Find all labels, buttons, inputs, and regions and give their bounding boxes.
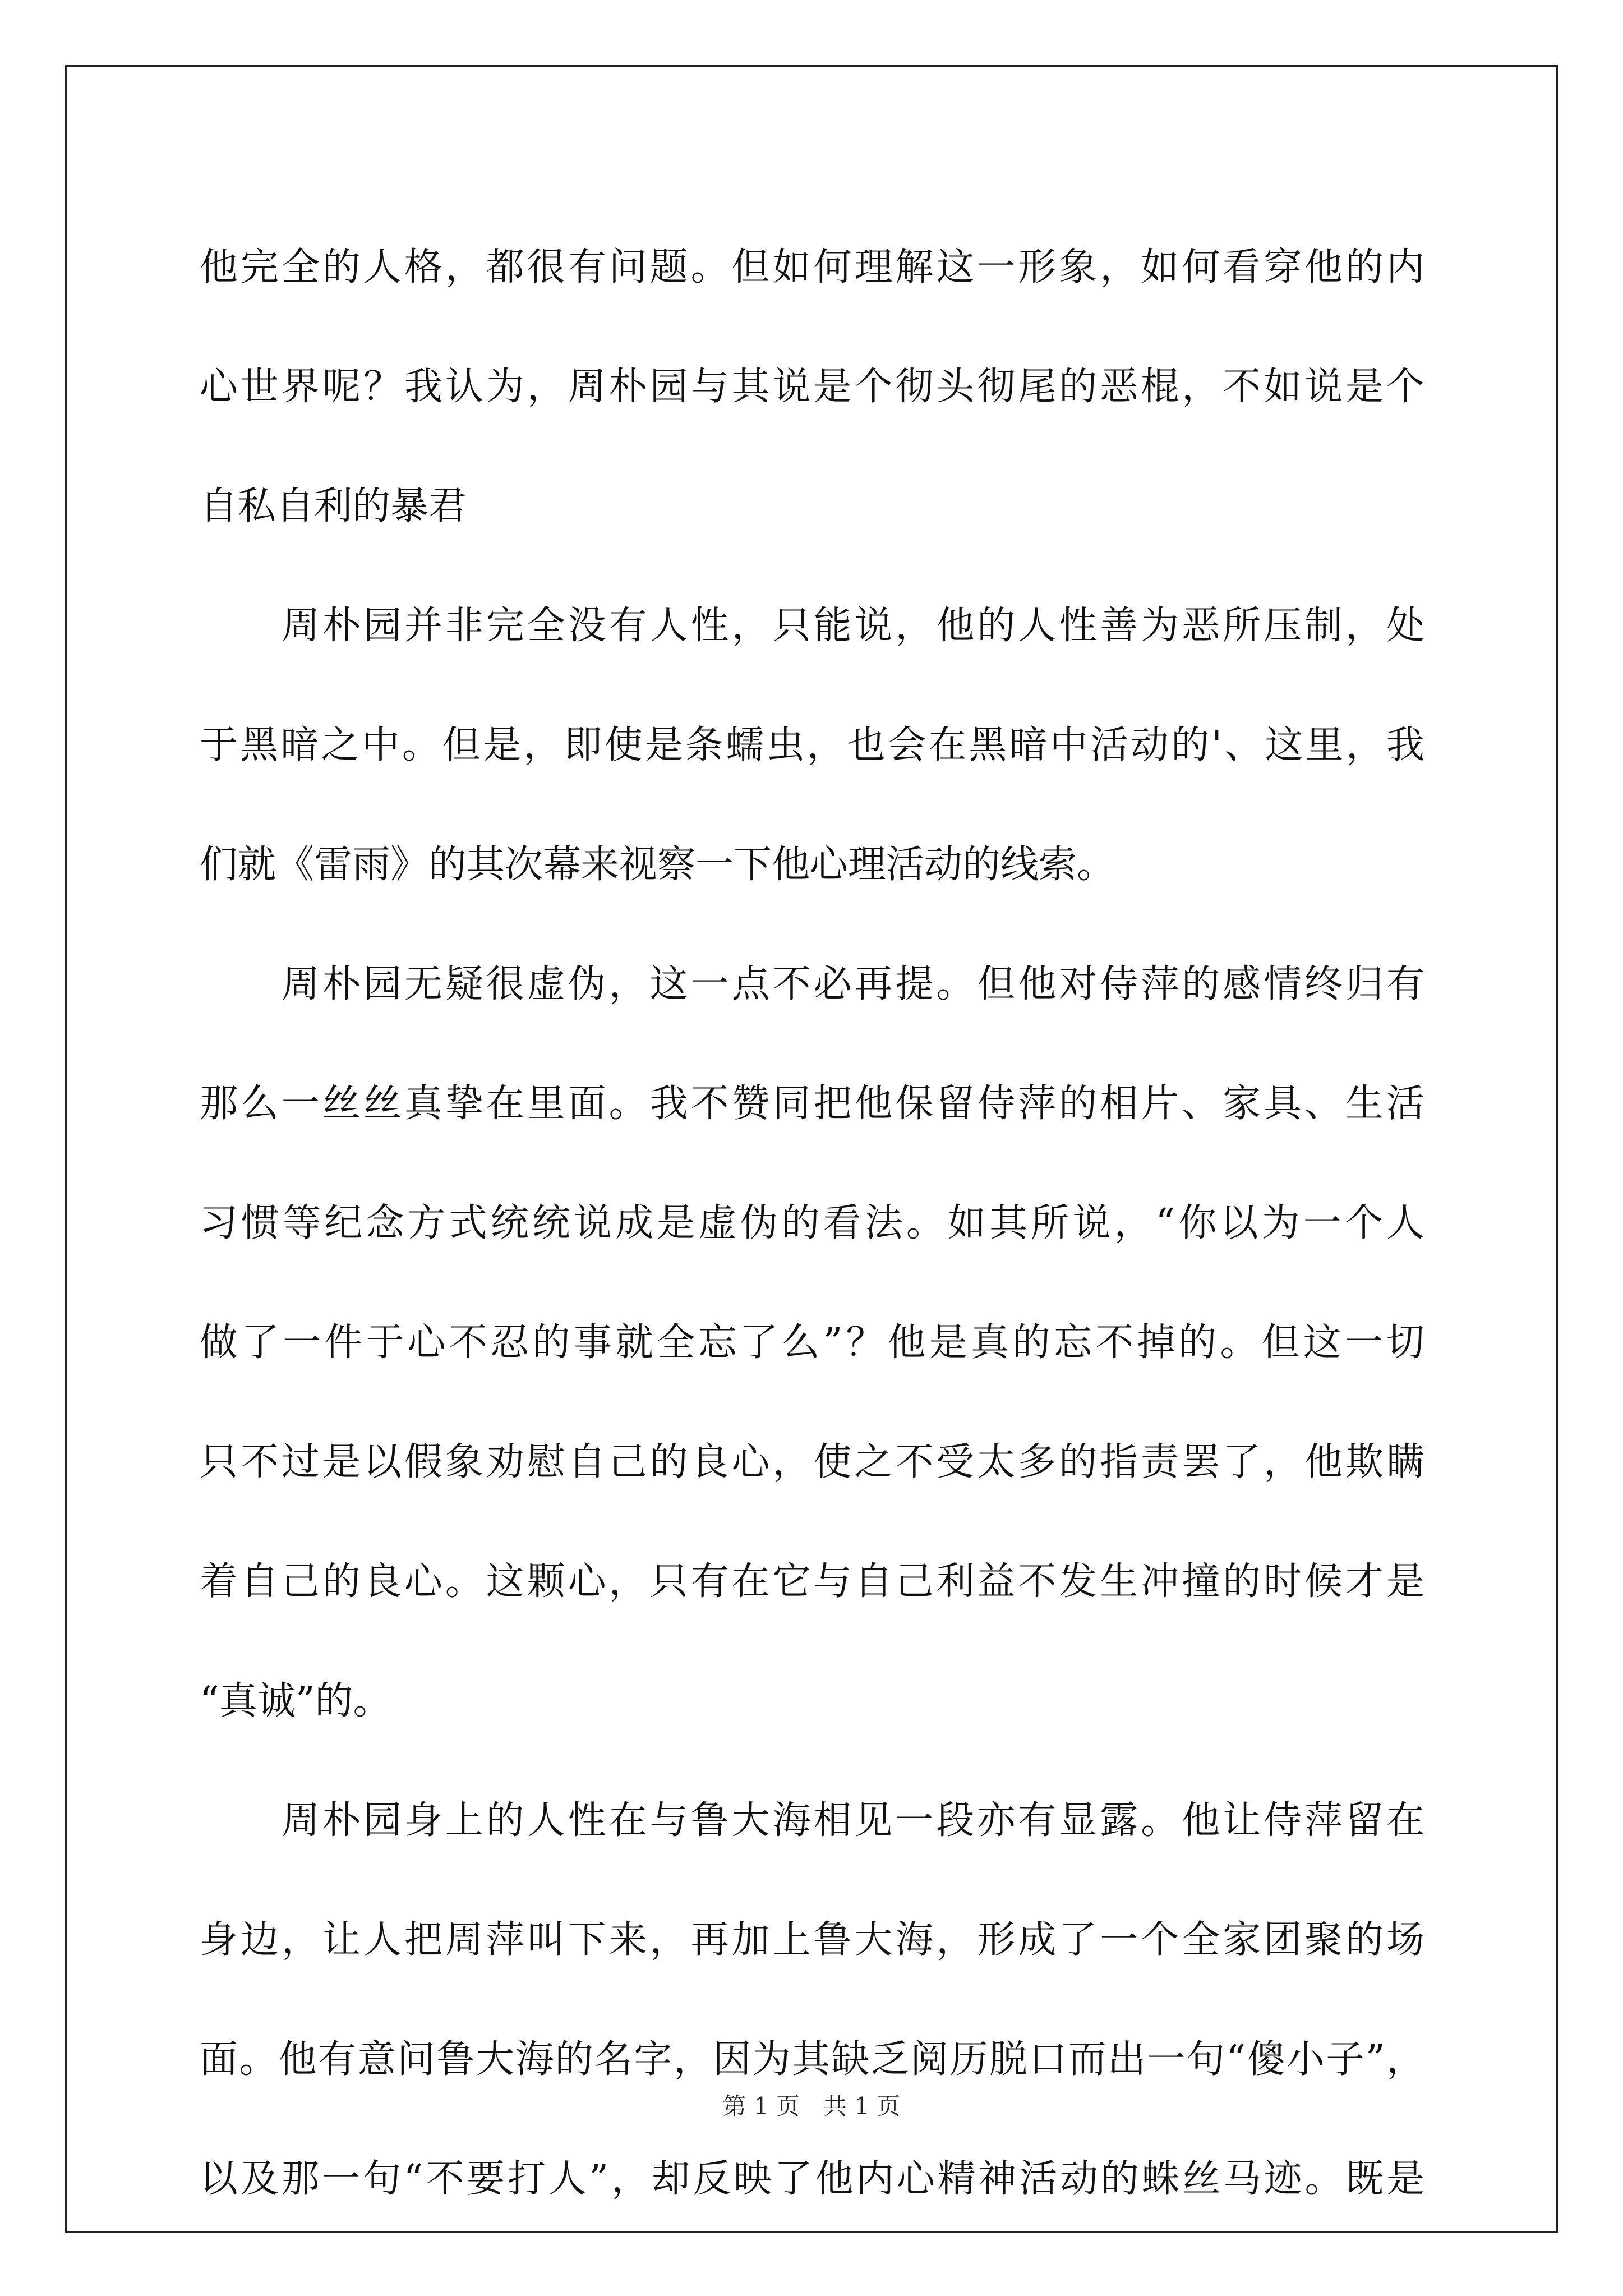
- text-line: 们就《雷雨》的其次幕来视察一下他心理活动的线索。: [200, 843, 1115, 887]
- document-body: [200, 208, 1428, 2239]
- paragraph-start-line: 周朴园无疑很虚伪，这一点不必再提。但他对侍萍的感情终归有: [282, 962, 1427, 1006]
- text-line: 身边，让人把周萍叫下来，再加上鲁大海，形成了一个全家团聚的场: [200, 1918, 1427, 1962]
- page-number-footer: 第 1 页 共 1 页: [722, 2092, 901, 2120]
- text-line: 以及那一句“不要打人”，却反映了他内心精神活动的蛛丝马迹。既是: [200, 2157, 1427, 2201]
- text-line: 做了一件于心不忍的事就全忘了么”？他是真的忘不掉的。但这一切: [200, 1320, 1428, 1365]
- text-line: 心世界呢？我认为，周朴园与其说是个彻头彻尾的恶棍，不如说是个: [200, 365, 1427, 409]
- text-line: 习惯等纪念方式统统说成是虚伪的看法。如其所说，“你以为一个人: [200, 1201, 1428, 1245]
- text-line: 着自己的良心。这颗心，只有在它与自己利益不发生冲撞的时候才是: [200, 1559, 1427, 1604]
- paragraph-start-line: 周朴园身上的人性在与鲁大海相见一段亦有显露。他让侍萍留在: [282, 1798, 1427, 1843]
- paragraph-start-line: 周朴园并非完全没有人性，只能说，他的人性善为恶所压制，处: [282, 604, 1427, 648]
- text-line: 他完全的人格，都很有问题。但如何理解这一形象，如何看穿他的内: [200, 245, 1427, 289]
- text-line: 只不过是以假象劝慰自己的良心，使之不受太多的指责罢了，他欺瞒: [200, 1440, 1427, 1484]
- text-line: 于黑暗之中。但是，即使是条蠕虫，也会在黑暗中活动的'、这里，我: [200, 723, 1427, 767]
- text-line: 自私自利的暴君: [200, 484, 467, 528]
- text-line: “真诚”的。: [200, 1679, 391, 1723]
- text-line: 面。他有意问鲁大海的名字，因为其缺乏阅历脱口而出一句“傻小子”，: [200, 2037, 1426, 2082]
- text-line: 那么一丝丝真挚在里面。我不赞同把他保留侍萍的相片、家具、生活: [200, 1082, 1427, 1126]
